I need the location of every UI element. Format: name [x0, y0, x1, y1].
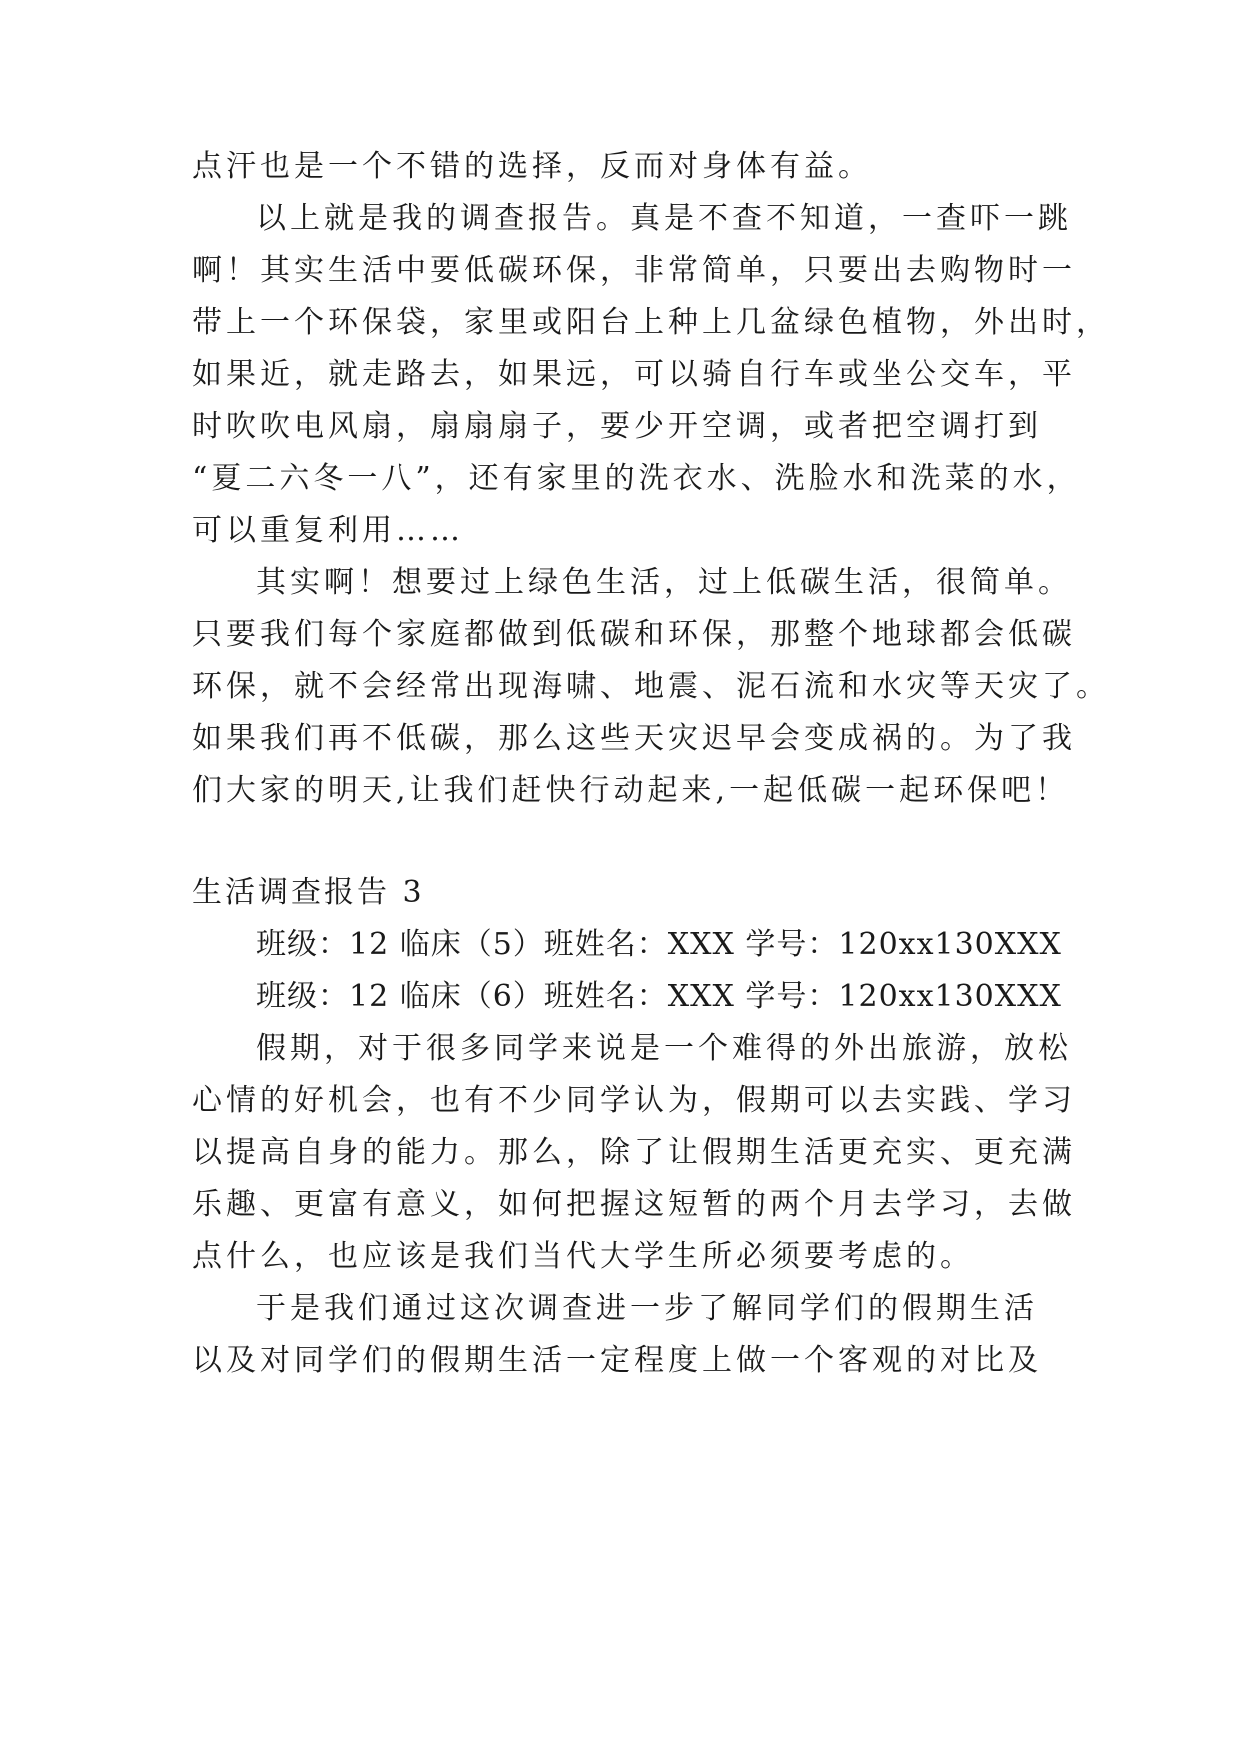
text-line: 时吹吹电风扇，扇扇扇子，要少开空调，或者把空调打到 [192, 409, 1042, 444]
text-line: 如果我们再不低碳，那么这些天灾迟早会变成祸的。为了我 [192, 721, 1076, 756]
text-line: 以及对同学们的假期生活一定程度上做一个客观的对比及 [192, 1343, 1042, 1378]
class-info-line: 班级：12 临床（6）班姓名：XXX 学号：120xx130XXX [256, 979, 1062, 1014]
text-line: 心情的好机会，也有不少同学认为，假期可以去实践、学习 [192, 1083, 1076, 1118]
text-line: 啊！其实生活中要低碳环保，非常简单，只要出去购物时一 [192, 253, 1076, 288]
text-line: “夏二六冬一八”，还有家里的洗衣水、洗脸水和洗菜的水， [192, 461, 1081, 496]
text-line: 环保，就不会经常出现海啸、地震、泥石流和水灾等天灾了。 [192, 669, 1110, 704]
text-line: 于是我们通过这次调查进一步了解同学们的假期生活 [256, 1291, 1038, 1326]
text-line: 可以重复利用…… [192, 513, 464, 548]
text-line: 点什么，也应该是我们当代大学生所必须要考虑的。 [192, 1239, 974, 1274]
text-line: 乐趣、更富有意义，如何把握这短暂的两个月去学习，去做 [192, 1187, 1076, 1222]
text-line: 们大家的明天,让我们赶快行动起来,一起低碳一起环保吧！ [192, 773, 1070, 808]
text-line: 如果近，就走路去，如果远，可以骑自行车或坐公交车，平 [192, 357, 1076, 392]
class-info-line: 班级：12 临床（5）班姓名：XXX 学号：120xx130XXX [256, 927, 1062, 962]
text-line: 以上就是我的调查报告。真是不查不知道，一查吓一跳 [256, 201, 1072, 236]
text-line: 只要我们每个家庭都做到低碳和环保，那整个地球都会低碳 [192, 617, 1076, 652]
text-line: 假期，对于很多同学来说是一个难得的外出旅游，放松 [256, 1031, 1072, 1066]
text-line: 以提高自身的能力。那么，除了让假期生活更充实、更充满 [192, 1135, 1076, 1170]
text-line: 其实啊！想要过上绿色生活，过上低碳生活，很简单。 [256, 565, 1072, 600]
text-line: 点汗也是一个不错的选择，反而对身体有益。 [192, 149, 872, 184]
text-line: 带上一个环保袋，家里或阳台上种上几盆绿色植物，外出时， [192, 305, 1110, 340]
section-title: 生活调查报告 3 [192, 875, 425, 910]
